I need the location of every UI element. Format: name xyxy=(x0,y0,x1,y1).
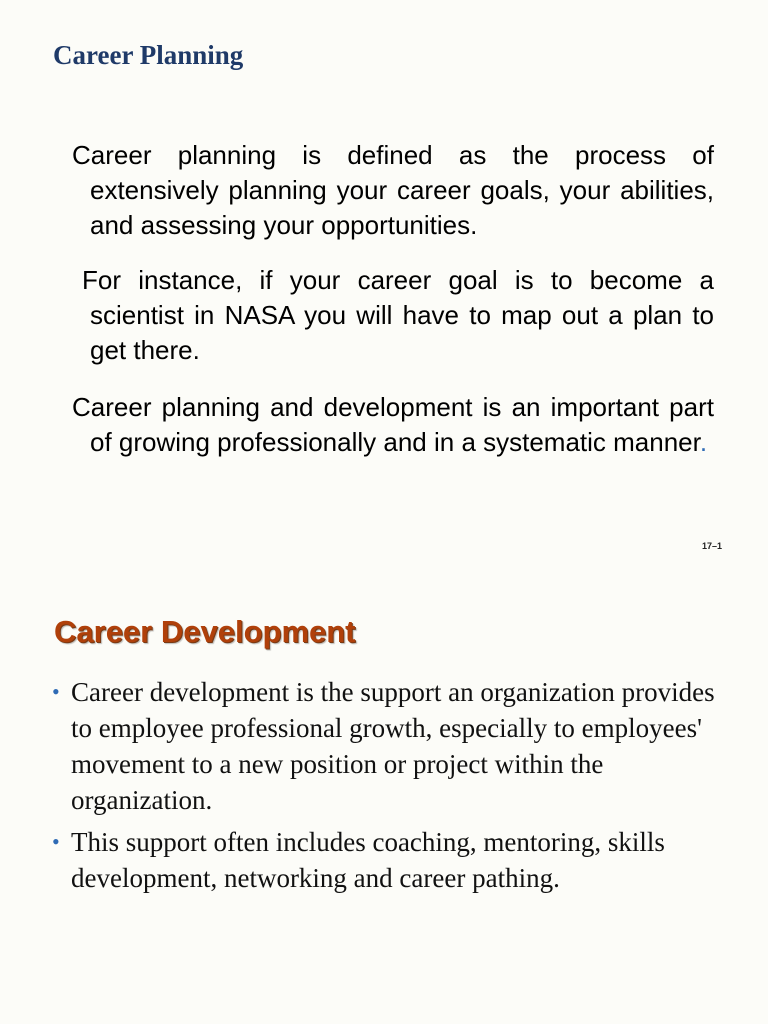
bullet-text: This support often includes coaching, mentoring, skills development, networking and career pathing. xyxy=(71,827,665,893)
bullet-icon: • xyxy=(52,829,60,854)
slide-title: Career Planning xyxy=(53,40,244,70)
slide-title: Career Development xyxy=(54,614,356,649)
slide-career-development xyxy=(0,570,768,1024)
slide-number: 17–1 xyxy=(701,541,722,551)
bullet-icon: • xyxy=(52,679,60,704)
paragraph-text: Career planning is defined as the process of extensively planning your career goals, your abilities, and assessing your opportunities. xyxy=(72,140,714,240)
bullet-list xyxy=(50,674,720,902)
list-item xyxy=(50,674,720,818)
paragraph-period: . xyxy=(699,427,708,457)
list-item xyxy=(50,824,720,896)
paragraph-text: For instance, if your career goal is to become a scientist in NASA you will have to map out a plan to get there. xyxy=(82,265,714,365)
paragraph-example xyxy=(72,263,714,368)
paragraph-text: Career planning and development is an important part of growing professionally and in a systematic manner xyxy=(72,392,714,457)
paragraph-definition xyxy=(72,138,714,243)
paragraph-importance xyxy=(72,390,714,460)
bullet-text: Career development is the support an organization provides to employee professional growth, especially to employees' movement to a new position or project within the organization. xyxy=(71,677,715,815)
